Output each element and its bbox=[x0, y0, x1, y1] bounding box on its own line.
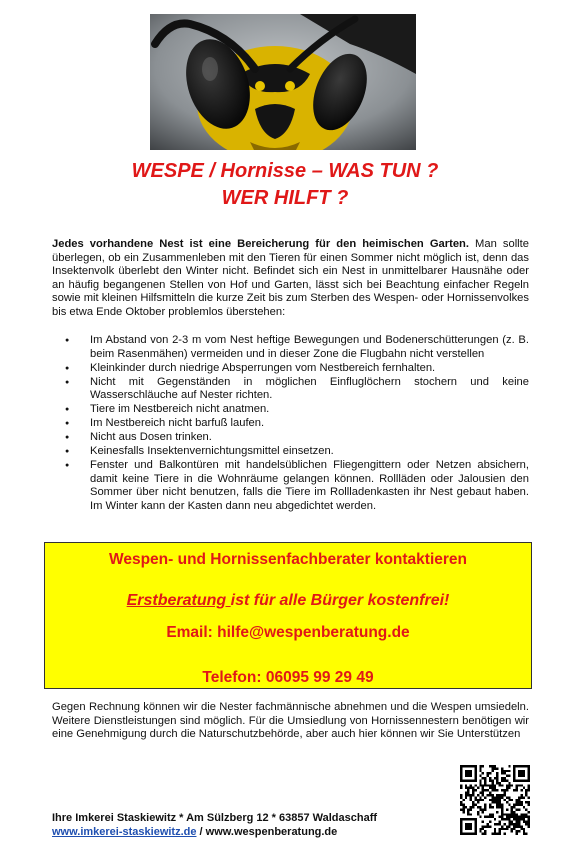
list-item: ● Nicht aus Dosen trinken. bbox=[90, 431, 529, 445]
contact-email[interactable]: Email: hilfe@wespenberatung.de bbox=[166, 624, 410, 641]
page-title-line1: WESPE / Hornisse – WAS TUN ? bbox=[131, 160, 439, 182]
contact-heading: Wespen- und Hornissenfachberater kontaktieren bbox=[108, 551, 468, 568]
free-consultation-underlined: Erstberatung bbox=[126, 592, 231, 609]
page-title-line2: WER HILFT ? bbox=[221, 187, 349, 209]
link-separator: / bbox=[196, 826, 206, 838]
tips-list bbox=[52, 334, 529, 514]
footer-address: Ihre Imkerei Staskiewitz * Am Sülzberg 12 * 63857 Waldaschaff bbox=[52, 812, 378, 824]
list-item: ● Im Abstand von 2-3 m vom Nest heftige Bewegungen und Bodenerschütterungen (z. B. beim Rasenmähen) vermeiden und in dieser Zone die Flugbahn nicht verstellen bbox=[90, 334, 529, 361]
imkerei-website-link[interactable]: www.imkerei-staskiewitz.de bbox=[52, 826, 197, 838]
intro-paragraph bbox=[52, 238, 529, 320]
list-item: ● Kleinkinder durch niedrige Absperrungen vom Nestbereich fernhalten. bbox=[90, 362, 529, 376]
outro-paragraph: Gegen Rechnung können wir die Nester fachmännische abnehmen und die Wespen umsiedeln. Weitere Dienstleistungen sind möglich. Für die Umsiedlung von Hornissennestern benötigen wir eine Genehmigung durch die Naturschutzbehörde, aber auch hier können wir Sie Unterstützen bbox=[52, 701, 529, 741]
footer-links bbox=[52, 826, 337, 838]
qr-code-icon[interactable] bbox=[460, 765, 530, 835]
contact-box bbox=[44, 542, 532, 689]
intro-bold-sentence: Jedes vorhandene Nest ist eine Bereicherung für den heimischen Garten. bbox=[52, 238, 469, 250]
list-item: ● Im Nestbereich nicht barfuß laufen. bbox=[90, 417, 529, 431]
free-consultation-note bbox=[45, 592, 531, 610]
wespenberatung-website: www.wespenberatung.de bbox=[205, 826, 338, 838]
contact-phone[interactable]: Telefon: 06095 99 29 49 bbox=[202, 669, 374, 686]
free-consultation-rest: ist für alle Bürger kostenfrei! bbox=[230, 592, 450, 609]
list-item: ● Keinesfalls Insektenvernichtungsmittel einsetzen. bbox=[90, 445, 529, 459]
intro-text: Man sollte überlegen, ob ein Zusammenleben mit den Tieren für einen Sommer nicht möglich ist, denn das Insektenvolk überlebt den Winter nicht. Befindet sich ein Nest in unmittelbarer Hausnähe oder an häufig begangenen Stellen von Hof und Garten, lässt sich bei Beachtung einfacher Regeln sowie mit kleinen Hilfsmitteln die kurze Zeit bis zum Sterben des Wespen- oder Hornissenvolkes bis etwa Ende Oktober problemlos überstehen: bbox=[52, 238, 529, 318]
list-item: ● Tiere im Nestbereich nicht anatmen. bbox=[90, 403, 529, 417]
wasp-photo bbox=[150, 14, 416, 150]
list-item: ● Fenster und Balkontüren mit handelsüblichen Fliegengittern oder Netzen absichern, damit keine Tiere in die Wohnräume gelangen können. Rollläden oder Jalousien den Sommer über nicht benutzen, falls die Tiere im Rollladenkasten ihr Nest gebaut haben. Im Winter kann der Kasten dann neu abgedichtet werden. bbox=[90, 459, 529, 513]
list-item: ● Nicht mit Gegenständen in möglichen Einfluglöchern stochern und keine Wasserschläuche auf Nester richten. bbox=[90, 376, 529, 403]
